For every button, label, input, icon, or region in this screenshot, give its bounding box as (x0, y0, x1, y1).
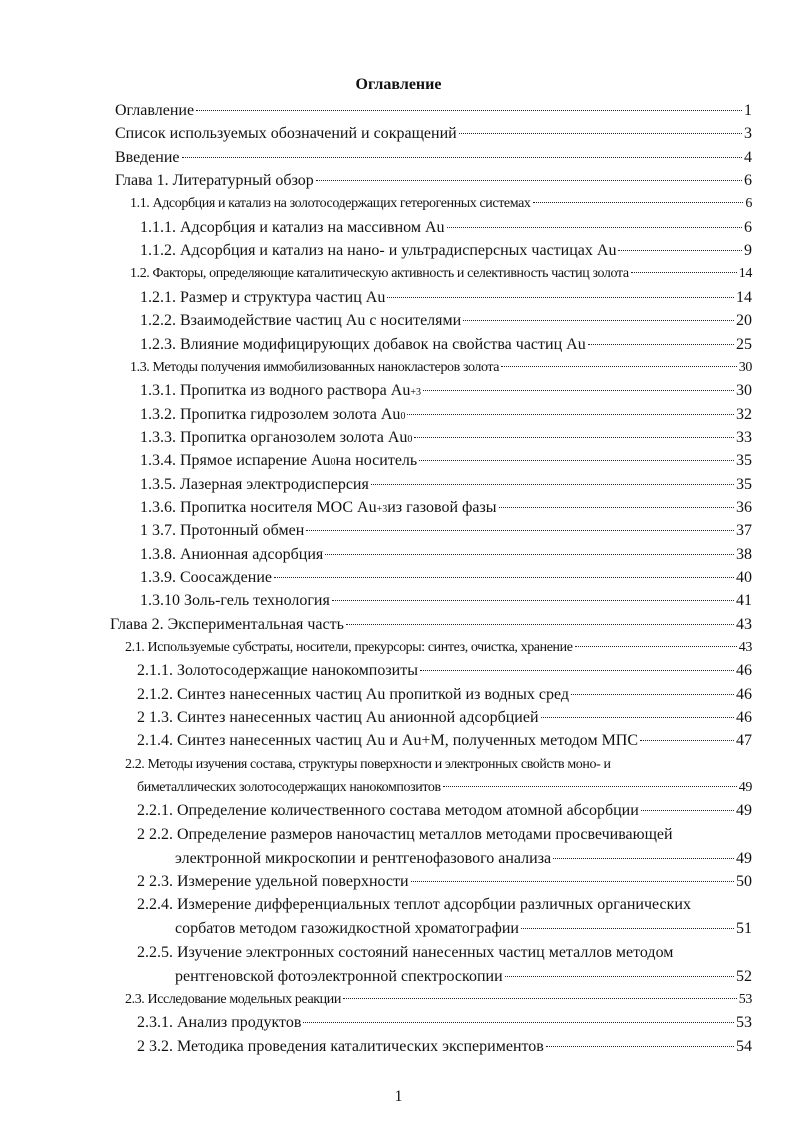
toc-entry-text-tail: на носитель (335, 452, 418, 470)
dot-leader (332, 600, 734, 601)
toc-entry-text: 1.3.6. Пропитка носителя МОС Au (140, 498, 377, 516)
dot-leader (387, 297, 734, 298)
toc-page-number: 35 (736, 452, 752, 470)
toc-page-number: 40 (736, 569, 752, 586)
dot-leader (553, 858, 734, 859)
toc-entry-text: Глава 1. Литературный обзор (115, 172, 314, 190)
toc-entry-text: Оглавление (115, 102, 195, 119)
dot-leader (414, 437, 734, 438)
toc-entry[interactable] (140, 335, 752, 355)
dot-leader (459, 133, 742, 134)
toc-entry-text: 1.3. Методы получения иммобилизованных нанокластеров золота (130, 359, 500, 375)
toc-entry[interactable] (140, 475, 752, 495)
dot-leader (505, 976, 734, 977)
toc-entry-text: 1.3.3. Пропитка органозолем золота Au (140, 428, 408, 446)
toc-entry-text: 2.3.1. Анализ продуктов (137, 1014, 302, 1032)
toc-page-number: 52 (736, 967, 752, 985)
toc-entry-text: 1.3.1. Пропитка из водного раствора Au (140, 382, 411, 400)
toc-page-number: 43 (736, 615, 752, 633)
toc-entry-text: 1.3.10 Золь-гель технология (140, 592, 330, 610)
toc-entry[interactable] (125, 755, 611, 775)
toc-entry[interactable] (175, 919, 752, 939)
toc-page-number: 3 (744, 125, 752, 143)
toc-entry[interactable] (115, 148, 752, 168)
toc-entry[interactable] (137, 801, 752, 821)
dot-leader (618, 250, 742, 251)
toc-page-number: 46 (736, 662, 752, 680)
toc-page-number: 30 (736, 382, 752, 400)
dot-leader (343, 998, 737, 999)
dot-leader (346, 624, 734, 625)
dot-leader (499, 507, 734, 508)
toc-entry-text: 1.2.1. Размер и структура частиц Au (140, 288, 386, 306)
dot-leader (182, 157, 743, 158)
toc-entry-text: 1.3.2. Пропитка гидрозолем золота Au (140, 405, 401, 423)
toc-entry-text: 2 2.2. Определение размеров наночастиц металлов методами просвечивающей (137, 825, 673, 843)
toc-entry-text: 2.3. Исследование модельных реакции (125, 991, 341, 1007)
dot-leader (274, 577, 734, 578)
toc-entry[interactable] (140, 591, 752, 611)
toc-page-number: 9 (744, 242, 752, 260)
toc-page-number: 50 (736, 872, 752, 890)
toc-page-number: 33 (736, 428, 752, 446)
toc-entry[interactable] (140, 545, 752, 565)
dot-leader (306, 530, 734, 531)
toc-page-number: 37 (736, 522, 752, 540)
toc-page-number: 46 (736, 709, 752, 727)
toc-entry[interactable] (137, 661, 752, 681)
toc-entry[interactable] (115, 124, 752, 144)
toc-entry-text: 2.2.5. Изучение электронных состояний нанесенных частиц металлов методом (137, 943, 674, 961)
toc-entry-text: Глава 2. Экспериментальная часть (110, 615, 344, 633)
toc-entry-text: 1.1.1. Адсорбция и катализ на массивном Au (140, 218, 445, 236)
toc-entry[interactable] (137, 1013, 752, 1033)
toc-page-number: 25 (736, 335, 752, 353)
toc-entry[interactable] (175, 849, 752, 869)
toc-page-number: 38 (736, 545, 752, 563)
toc-page-number: 35 (736, 475, 752, 493)
dot-leader (411, 881, 734, 882)
toc-page-number: 49 (736, 849, 752, 867)
dot-leader (533, 202, 744, 203)
toc-entry[interactable] (140, 288, 752, 308)
dot-leader (640, 740, 734, 741)
toc-page-number: 20 (736, 312, 752, 330)
toc-page-number: 43 (738, 640, 752, 656)
toc-entry[interactable] (175, 967, 752, 987)
toc-entry[interactable]: 1.3.1. Пропитка из водного раствора Au +3 30 (140, 382, 752, 400)
toc-entry-text: 2.1.4. Синтез нанесенных частиц Au и Au+M, полученных методом МПС (137, 732, 639, 750)
toc-entry[interactable] (140, 521, 752, 541)
dot-leader (641, 810, 734, 811)
dot-leader (588, 344, 734, 345)
toc-entry-text: 2.1. Используемые субстраты, носители, прекурсоры: синтез, очистка, хранение (125, 640, 573, 656)
toc-page-number: 14 (736, 288, 752, 306)
toc-page-number: 46 (736, 685, 752, 703)
toc-entry[interactable] (137, 708, 752, 728)
toc-entry[interactable] (110, 615, 752, 635)
toc-entry[interactable] (137, 943, 673, 963)
toc-entry-text: 1.3.4. Прямое испарение Au (140, 452, 331, 470)
toc-page-number: 36 (736, 498, 752, 516)
toc-title: Оглавление (355, 76, 442, 93)
toc-entry[interactable] (137, 731, 752, 751)
toc-entry-text: 1 3.7. Протонный обмен (140, 522, 305, 540)
toc-page-number: 47 (736, 732, 752, 750)
dot-leader (541, 717, 734, 718)
dot-leader (419, 460, 734, 461)
toc-page-number: 53 (736, 1014, 752, 1032)
toc-entry[interactable]: 1.3.6. Пропитка носителя МОС Au +3 из газовой фазы 36 (140, 498, 752, 516)
dot-leader (501, 366, 737, 367)
dot-leader (546, 1046, 734, 1047)
toc-page-number: 6 (744, 218, 752, 236)
toc-entry-text: 1.2. Факторы, определяющие каталитическую активность и селективность частиц золота (130, 266, 629, 282)
dot-leader (316, 180, 742, 181)
toc-entry-text: 1.2.3. Влияние модифицирующих добавок на свойства частиц Au (140, 335, 586, 353)
toc-entry-text: 1.2.2. Взаимодействие частиц Au с носителями (140, 312, 462, 330)
toc-entry-text: Введение (115, 148, 180, 166)
toc-page-number: 41 (736, 592, 752, 610)
toc-entry-text: 2 2.3. Измерение удельной поверхности (137, 872, 409, 890)
toc-entry-text-cont: электронной микроскопии и рентгенофазового анализа (175, 849, 552, 867)
toc-entry[interactable]: 1.3.3. Пропитка органозолем золота Au 0 33 (140, 428, 752, 446)
toc-entry[interactable] (115, 171, 752, 191)
toc-entry[interactable] (130, 358, 752, 378)
toc-page-number: 14 (738, 266, 752, 282)
toc-entry-text: 2.1.2. Синтез нанесенных частиц Au пропиткой из водных сред (137, 685, 569, 703)
toc-page-number: 6 (744, 172, 752, 190)
toc-entry-text: 1.3.5. Лазерная электродисперсия (140, 475, 369, 493)
toc-entry[interactable] (115, 101, 752, 121)
dot-leader (303, 1022, 734, 1023)
toc-entry-text-tail: из газовой фазы (387, 498, 497, 516)
dot-leader (447, 227, 742, 228)
toc-page-number: 4 (744, 148, 752, 166)
toc-entry-text: 2 3.2. Методика проведения каталитических экспериментов (137, 1037, 544, 1055)
toc-entry[interactable] (137, 825, 673, 845)
toc-entry[interactable] (137, 895, 691, 915)
toc-entry-text-cont: биметаллических золотосодержащих нанокомпозитов (137, 779, 441, 795)
dot-leader (423, 390, 734, 391)
toc-page-number: 49 (736, 802, 752, 820)
toc-entry[interactable] (137, 872, 752, 892)
toc-entry-text: 2.1.1. Золотосодержащие нанокомпозиты (137, 662, 418, 680)
toc-entry[interactable] (137, 1037, 752, 1057)
page-number: 1 (394, 1088, 403, 1105)
dot-leader (631, 272, 737, 273)
toc-entry[interactable] (140, 568, 752, 588)
toc-entry-text: 1.1. Адсорбция и катализ на золотосодержащих гетерогенных системах (130, 196, 531, 212)
toc-entry-text: Список используемых обозначений и сокращений (115, 125, 457, 143)
toc-entry[interactable] (137, 778, 752, 798)
toc-entry[interactable] (125, 990, 752, 1010)
toc-page-number: 6 (745, 196, 752, 212)
toc-entry-text: 1.3.8. Анионная адсорбция (140, 545, 324, 563)
toc-entry-text-cont: сорбатов методом газожидкостной хроматографии (175, 920, 519, 938)
toc-entry[interactable] (140, 218, 752, 238)
toc-entry-text-cont: рентгеновской фотоэлектронной спектроскопии (175, 967, 503, 985)
toc-entry[interactable] (130, 264, 752, 284)
toc-page-number: 49 (738, 779, 752, 795)
toc-entry-text: 2.2.1. Определение количественного состава методом атомной абсорбции (137, 802, 639, 820)
toc-entry[interactable] (140, 311, 752, 331)
toc-entry-text: 2 1.3. Синтез нанесенных частиц Au анионной адсорбцией (137, 709, 539, 727)
toc-entry[interactable] (137, 685, 752, 705)
toc-page-number: 54 (736, 1037, 752, 1055)
toc-page-number: 53 (738, 991, 752, 1007)
dot-leader (325, 554, 734, 555)
toc-entry-text: 2.2. Методы изучения состава, структуры поверхности и электронных свойств моно- и (125, 756, 611, 772)
dot-leader (196, 110, 742, 111)
dot-leader (443, 786, 737, 787)
toc-page-number: 30 (738, 359, 752, 375)
dot-leader (521, 928, 734, 929)
toc-entry-text: 1.1.2. Адсорбция и катализ на нано- и ультрадисперсных частицах Au (140, 242, 617, 260)
toc-entry[interactable] (140, 241, 752, 261)
toc-entry[interactable]: 1.3.4. Прямое испарение Au 0 на носитель 35 (140, 452, 752, 470)
toc-entry[interactable] (130, 194, 752, 214)
toc-entry-text: 1.3.9. Соосаждение (140, 569, 272, 586)
dot-leader (463, 320, 734, 321)
toc-entry[interactable]: 1.3.2. Пропитка гидрозолем золота Au 0 32 (140, 405, 752, 423)
dot-leader (420, 670, 734, 671)
toc-page-number: 1 (744, 102, 752, 119)
dot-leader (371, 484, 734, 485)
toc-page-number: 32 (736, 405, 752, 423)
dot-leader (407, 414, 734, 415)
toc-entry[interactable] (125, 638, 752, 658)
toc-entry-text: 2.2.4. Измерение дифференциальных теплот адсорбции различных органических (137, 896, 691, 914)
toc-page-number: 51 (736, 920, 752, 938)
dot-leader (575, 646, 737, 647)
dot-leader (571, 694, 734, 695)
